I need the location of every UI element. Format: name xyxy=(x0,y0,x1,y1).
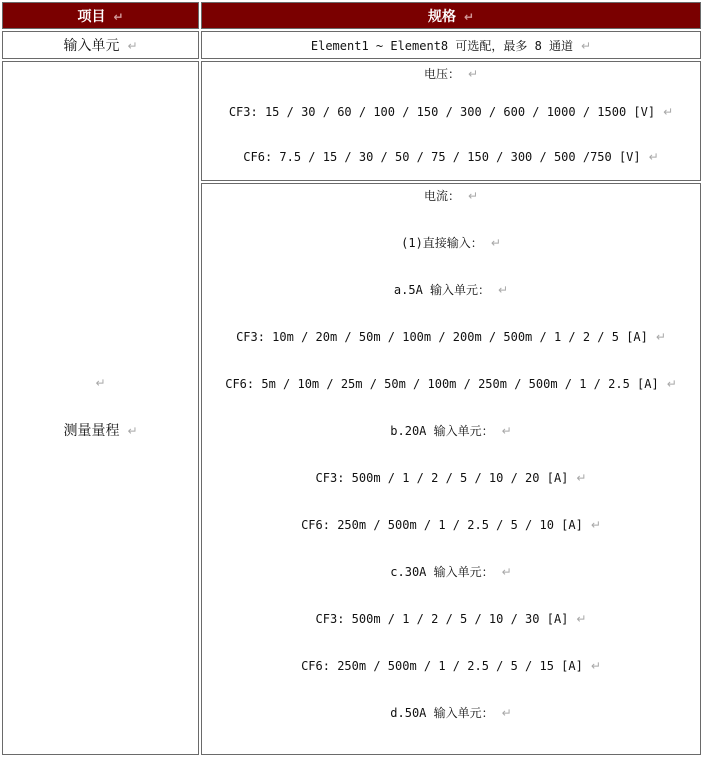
return-mark-icon: ↵ xyxy=(113,9,124,24)
return-mark-icon: ↵ xyxy=(576,612,587,626)
voltage-title-line xyxy=(202,62,700,86)
header-spec xyxy=(201,2,701,29)
input-unit-label: 输入单元 xyxy=(63,38,120,54)
current-30a-cf3: CF3: 500m / 1 / 2 / 5 / 10 / 30 [A] xyxy=(315,612,569,626)
return-mark-icon: ↵ xyxy=(576,471,587,485)
return-mark-icon: ↵ xyxy=(127,424,138,438)
current-30a-unit: c.30A 输入单元： xyxy=(390,565,494,579)
input-unit-label-cell xyxy=(2,31,199,59)
current-line xyxy=(202,208,700,255)
current-line xyxy=(202,678,700,725)
current-30a-cf6: CF6: 250m / 500m / 1 / 2.5 / 5 / 15 [A] xyxy=(301,659,583,673)
return-mark-icon: ↵ xyxy=(663,105,674,119)
return-mark-icon: ↵ xyxy=(590,659,601,673)
current-direct-input: (1)直接输入： xyxy=(401,236,483,250)
current-cell xyxy=(201,183,701,755)
header-spec-label: 规格 xyxy=(427,8,456,25)
current-20a-cf3: CF3: 500m / 1 / 2 / 5 / 10 / 20 [A] xyxy=(315,471,569,485)
current-20a-cf6: CF6: 250m / 500m / 1 / 2.5 / 5 / 10 [A] xyxy=(301,518,583,532)
return-mark-icon: ↵ xyxy=(648,150,659,164)
header-item xyxy=(2,2,199,29)
current-5a-cf3: CF3: 10m / 20m / 50m / 100m / 200m / 500m / 1 / 2 / 5 [A] xyxy=(236,330,648,344)
return-mark-icon: ↵ xyxy=(467,67,479,81)
current-line xyxy=(202,631,700,678)
current-title-line xyxy=(202,184,700,208)
current-5a-cf6: CF6: 5m / 10m / 25m / 50m / 100m / 250m / 500m / 1 / 2.5 [A] xyxy=(225,377,659,391)
input-unit-value-cell xyxy=(201,31,701,59)
current-line xyxy=(202,443,700,490)
return-mark-icon: ↵ xyxy=(501,565,512,579)
measurement-label-cell xyxy=(2,61,199,755)
header-item-label: 项目 xyxy=(77,8,106,25)
return-mark-icon: ↵ xyxy=(590,518,601,532)
voltage-range-line xyxy=(202,86,700,132)
return-mark-icon: ↵ xyxy=(467,189,479,203)
current-title: 电流： xyxy=(423,189,460,203)
voltage-cell xyxy=(201,61,701,181)
current-line xyxy=(202,537,700,584)
return-mark-icon: ↵ xyxy=(501,706,512,720)
measurement-label: 测量量程 xyxy=(63,423,120,439)
current-line xyxy=(202,349,700,396)
return-mark-icon: ↵ xyxy=(498,283,509,297)
input-unit-value: Element1 ~ Element8 可选配，最多 8 通道 xyxy=(310,38,574,53)
return-mark-icon: ↵ xyxy=(581,38,592,53)
current-line xyxy=(202,584,700,631)
current-line xyxy=(202,490,700,537)
current-line xyxy=(202,396,700,443)
voltage-range-line xyxy=(202,132,700,178)
return-mark-icon: ↵ xyxy=(463,9,475,24)
return-mark-icon: ↵ xyxy=(501,424,512,438)
return-mark-icon: ↵ xyxy=(666,377,677,391)
voltage-range-cf3: CF3: 15 / 30 / 60 / 100 / 150 / 300 / 600 / 1000 / 1500 [V] xyxy=(228,105,656,119)
return-mark-icon: ↵ xyxy=(95,376,106,390)
voltage-title: 电压： xyxy=(423,67,460,81)
return-mark-icon: ↵ xyxy=(490,236,501,250)
voltage-range-cf6: CF6: 7.5 / 15 / 30 / 50 / 75 / 150 / 300 / 500 /750 [V] xyxy=(243,150,641,164)
current-line xyxy=(202,302,700,349)
current-20a-unit: b.20A 输入单元： xyxy=(390,424,494,438)
current-line xyxy=(202,255,700,302)
current-50a-unit: d.50A 输入单元： xyxy=(390,706,494,720)
current-5a-unit: a.5A 输入单元： xyxy=(393,283,491,297)
return-mark-icon: ↵ xyxy=(127,39,138,53)
return-mark-icon: ↵ xyxy=(655,330,666,344)
